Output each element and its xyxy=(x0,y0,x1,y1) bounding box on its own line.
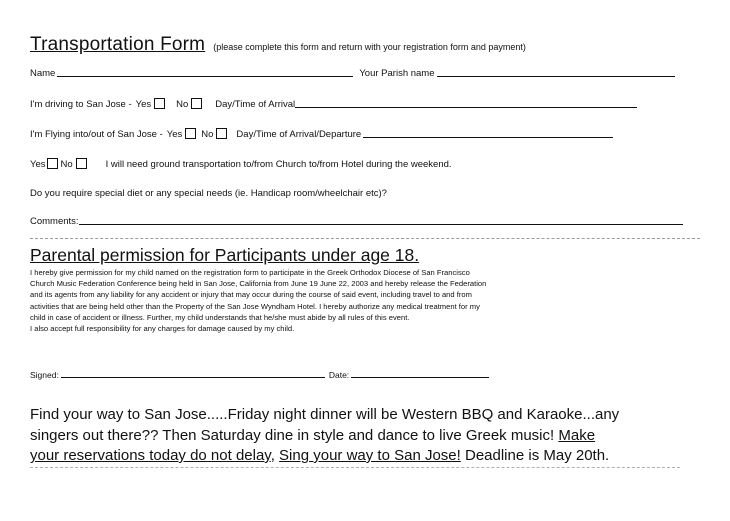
date-field[interactable] xyxy=(351,376,489,378)
closing-line-1: Find your way to San Jose.....Friday night dinner will be Western BBQ and Karaoke...any xyxy=(30,406,620,423)
ground-yes-checkbox[interactable] xyxy=(47,158,58,169)
comments-field[interactable] xyxy=(79,223,683,225)
flying-row xyxy=(30,128,617,140)
closing-reservations-text: your reservations today do not delay xyxy=(30,447,271,464)
permission-line: I also accept full responsibility for any charges for damage caused by my child. xyxy=(30,324,295,334)
driving-yes-label: Yes xyxy=(135,99,152,110)
driving-row xyxy=(30,98,641,110)
driving-yes-checkbox[interactable] xyxy=(154,98,165,109)
driving-no-label: No xyxy=(176,99,189,110)
ground-no-label: No xyxy=(60,159,73,170)
signature-field[interactable] xyxy=(61,376,325,378)
closing-deadline-text: Deadline is May 20th. xyxy=(460,447,610,464)
driving-no-checkbox[interactable] xyxy=(191,98,202,109)
permission-heading: Parental permission for Participants under age 18. xyxy=(30,245,420,265)
section-divider xyxy=(30,238,700,239)
ground-transport-row xyxy=(30,158,452,170)
flying-no-checkbox[interactable] xyxy=(216,128,227,139)
permission-line: Church Music Federation Conference being held in San Jose, California from June 19 June 22, 2003 and hereby release the Federation xyxy=(30,279,487,289)
closing-line-2 xyxy=(30,426,720,447)
flying-no-label: No xyxy=(201,129,214,140)
special-needs-row xyxy=(30,188,387,199)
ground-yes-label: Yes xyxy=(30,159,46,170)
driving-arrival-label: Day/Time of Arrival xyxy=(215,99,296,110)
closing-sing-text: Sing your way to San Jose! xyxy=(279,447,461,464)
form-title: Transportation Form xyxy=(30,34,206,55)
signature-row xyxy=(30,370,493,380)
name-label: Name xyxy=(30,68,56,79)
permission-line: child in case of accident or illness. Further, my child understands that he/she must abide by all rules of this event. xyxy=(30,312,410,322)
ground-no-checkbox[interactable] xyxy=(76,158,87,169)
special-needs-question: Do you require special diet or any special needs (ie. Handicap room/wheelchair etc)? xyxy=(30,188,387,199)
signed-label: Signed: xyxy=(30,370,59,380)
closing-line-2-text: singers out there?? Then Saturday dine in style and dance to live Greek music! xyxy=(30,426,559,444)
form-title-row xyxy=(30,34,526,56)
bottom-divider xyxy=(30,467,680,468)
flying-yes-checkbox[interactable] xyxy=(185,128,196,139)
ground-transport-text: I will need ground transportation to/from Church to/from Hotel during the weekend. xyxy=(105,159,452,170)
permission-line: and its agents from any liability for any accident or injury that may occur during the course of said event, including travel to and from xyxy=(30,290,472,300)
permission-paragraph xyxy=(30,267,700,334)
flying-arrival-departure-label: Day/Time of Arrival/Departure xyxy=(236,129,362,140)
parish-label: Your Parish name xyxy=(359,68,435,79)
closing-line-2-make: Make xyxy=(558,426,596,444)
comments-row xyxy=(30,216,687,227)
permission-line: I hereby give permission for my child named on the registration form to participate in the Greek Orthodox Diocese of San Francisco xyxy=(30,268,470,277)
closing-comma: , xyxy=(270,447,280,464)
flying-yes-label: Yes xyxy=(166,129,183,140)
parish-field[interactable] xyxy=(437,75,675,77)
closing-line-3 xyxy=(30,446,720,467)
date-label: Date: xyxy=(328,370,350,380)
form-title-note: (please complete this form and return with your registration form and payment) xyxy=(213,42,526,52)
driving-arrival-field[interactable] xyxy=(295,106,637,108)
name-row xyxy=(30,68,679,79)
closing-message xyxy=(30,405,720,467)
driving-label: I'm driving to San Jose - xyxy=(30,99,132,110)
comments-label: Comments: xyxy=(30,216,79,227)
flying-label: I'm Flying into/out of San Jose - xyxy=(30,129,163,140)
flying-arrival-departure-field[interactable] xyxy=(363,136,613,138)
name-field[interactable] xyxy=(57,75,353,77)
permission-line: activities that are being held other than the Property of the San Jose Wyndham Hotel. I hereby authorize any medical treatment for my xyxy=(30,301,480,311)
